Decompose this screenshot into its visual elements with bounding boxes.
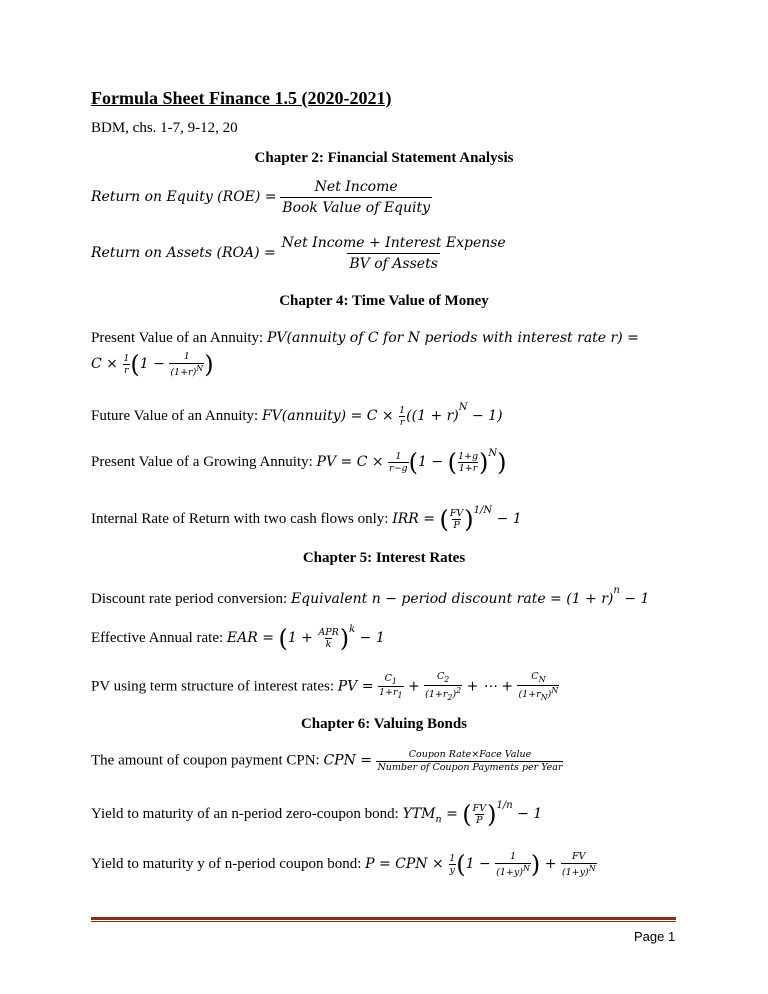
- roe-denominator: Book Value of Equity: [280, 197, 432, 215]
- ytm-zero-coupon-formula: Yield to maturity of an n-period zero-coupon bond: $YTM_n$ = ( $\frac{FV}{P}$ )$^{1/n}$ − 1: [91, 800, 543, 829]
- pv-annuity-line2: C × $\frac{1}{r}$ (1 − $\frac{1}{(1+r)^N}$ ): [91, 350, 214, 379]
- irr-formula: Internal Rate of Return with two cash flows only: IRR = ( $\frac{FV}{P}$ )$^{1/N}$ − 1: [91, 505, 522, 534]
- coupon-payment-formula: The amount of coupon payment CPN: CPN = $\frac{\text{Coupon Rate×Face Value}}{\text{Number of Coupon Payments per Year}}$: [91, 749, 563, 773]
- ear-formula: Effective Annual rate: EAR = (1 + $\frac{\text{APR}}{k}$ )$^k$ − 1: [91, 624, 385, 653]
- pv-term-structure-formula: PV using term structure of interest rates: PV = $\frac{C_1}{1+r_1}$ + $\frac{C_2}{(1+r_2)^2}$ + ⋯ + $\frac{C_N}{(1+r_N)^N}$: [91, 671, 559, 702]
- pv-annuity-line1: [91, 330, 639, 347]
- fv-annuity-expr: FV(annuity) = C ×: [261, 408, 399, 424]
- roa-lhs: Return on Assets (ROA) =: [91, 244, 276, 261]
- roe-numerator: Net Income: [314, 179, 398, 195]
- footer-rule-thin: [91, 921, 676, 922]
- pv-growing-annuity-formula: Present Value of a Growing Annuity: PV = C × $\frac{1}{r-g}$ (1 − ( $\frac{1+g}{1+r}$ )$^N$): [91, 448, 507, 477]
- coupon-payment-label: The amount of coupon payment CPN:: [91, 752, 324, 769]
- chapter-4-heading: Chapter 4: Time Value of Money: [279, 293, 489, 309]
- fv-annuity-label: Future Value of an Annuity:: [91, 408, 262, 424]
- chapter-2-heading: Chapter 2: Financial Statement Analysis: [254, 150, 514, 166]
- fv-annuity-formula: Future Value of an Annuity: FV(annuity) = C × $\frac{1}{r}$ $((1 + r)^N - 1)$: [91, 402, 503, 429]
- chapter-6-heading: Chapter 6: Valuing Bonds: [300, 716, 468, 732]
- roe-lhs: Return on Equity (ROE) =: [91, 188, 277, 205]
- page-title: Formula Sheet Finance 1.5 (2020-2021): [91, 88, 392, 108]
- footer-rule: [91, 917, 676, 920]
- ytm-coupon-bond-label: Yield to maturity y of n-period coupon bond:: [91, 856, 366, 873]
- chapter-5-heading: Chapter 5: Interest Rates: [302, 550, 466, 566]
- discount-conversion-label: Discount rate period conversion:: [91, 591, 291, 607]
- page-number: Page 1: [634, 929, 676, 944]
- course-reference: BDM, chs. 1-7, 9-12, 20: [91, 120, 238, 136]
- irr-label: Internal Rate of Return with two cash flows only:: [91, 511, 393, 527]
- ear-label: Effective Annual rate:: [91, 630, 227, 646]
- discount-conversion-formula: Discount rate period conversion: Equivalent n − period discount rate = $(1 + r)^n - 1$: [91, 585, 650, 607]
- pv-term-structure-label: PV using term structure of interest rates:: [91, 678, 338, 695]
- roa-denominator: BV of Assets: [347, 253, 439, 271]
- roa-formula: [91, 236, 508, 271]
- ytm-zero-coupon-label: Yield to maturity of an n-period zero-coupon bond:: [91, 806, 403, 822]
- pv-growing-annuity-label: Present Value of a Growing Annuity:: [91, 454, 317, 470]
- roa-numerator: Net Income + Interest Expense: [281, 235, 506, 251]
- roe-formula: [91, 180, 432, 215]
- ytm-coupon-bond-formula: Yield to maturity y of n-period coupon bond: P = CPN × $\frac{1}{y}$ (1 − $\frac{1}{(1+y)^N}$ ) + $\frac{FV}{(1+y)^N}$: [91, 850, 596, 879]
- pv-annuity-expr: PV(annuity of C for N periods with interest rate r) =: [266, 330, 639, 346]
- pv-annuity-label: Present Value of an Annuity:: [91, 330, 267, 346]
